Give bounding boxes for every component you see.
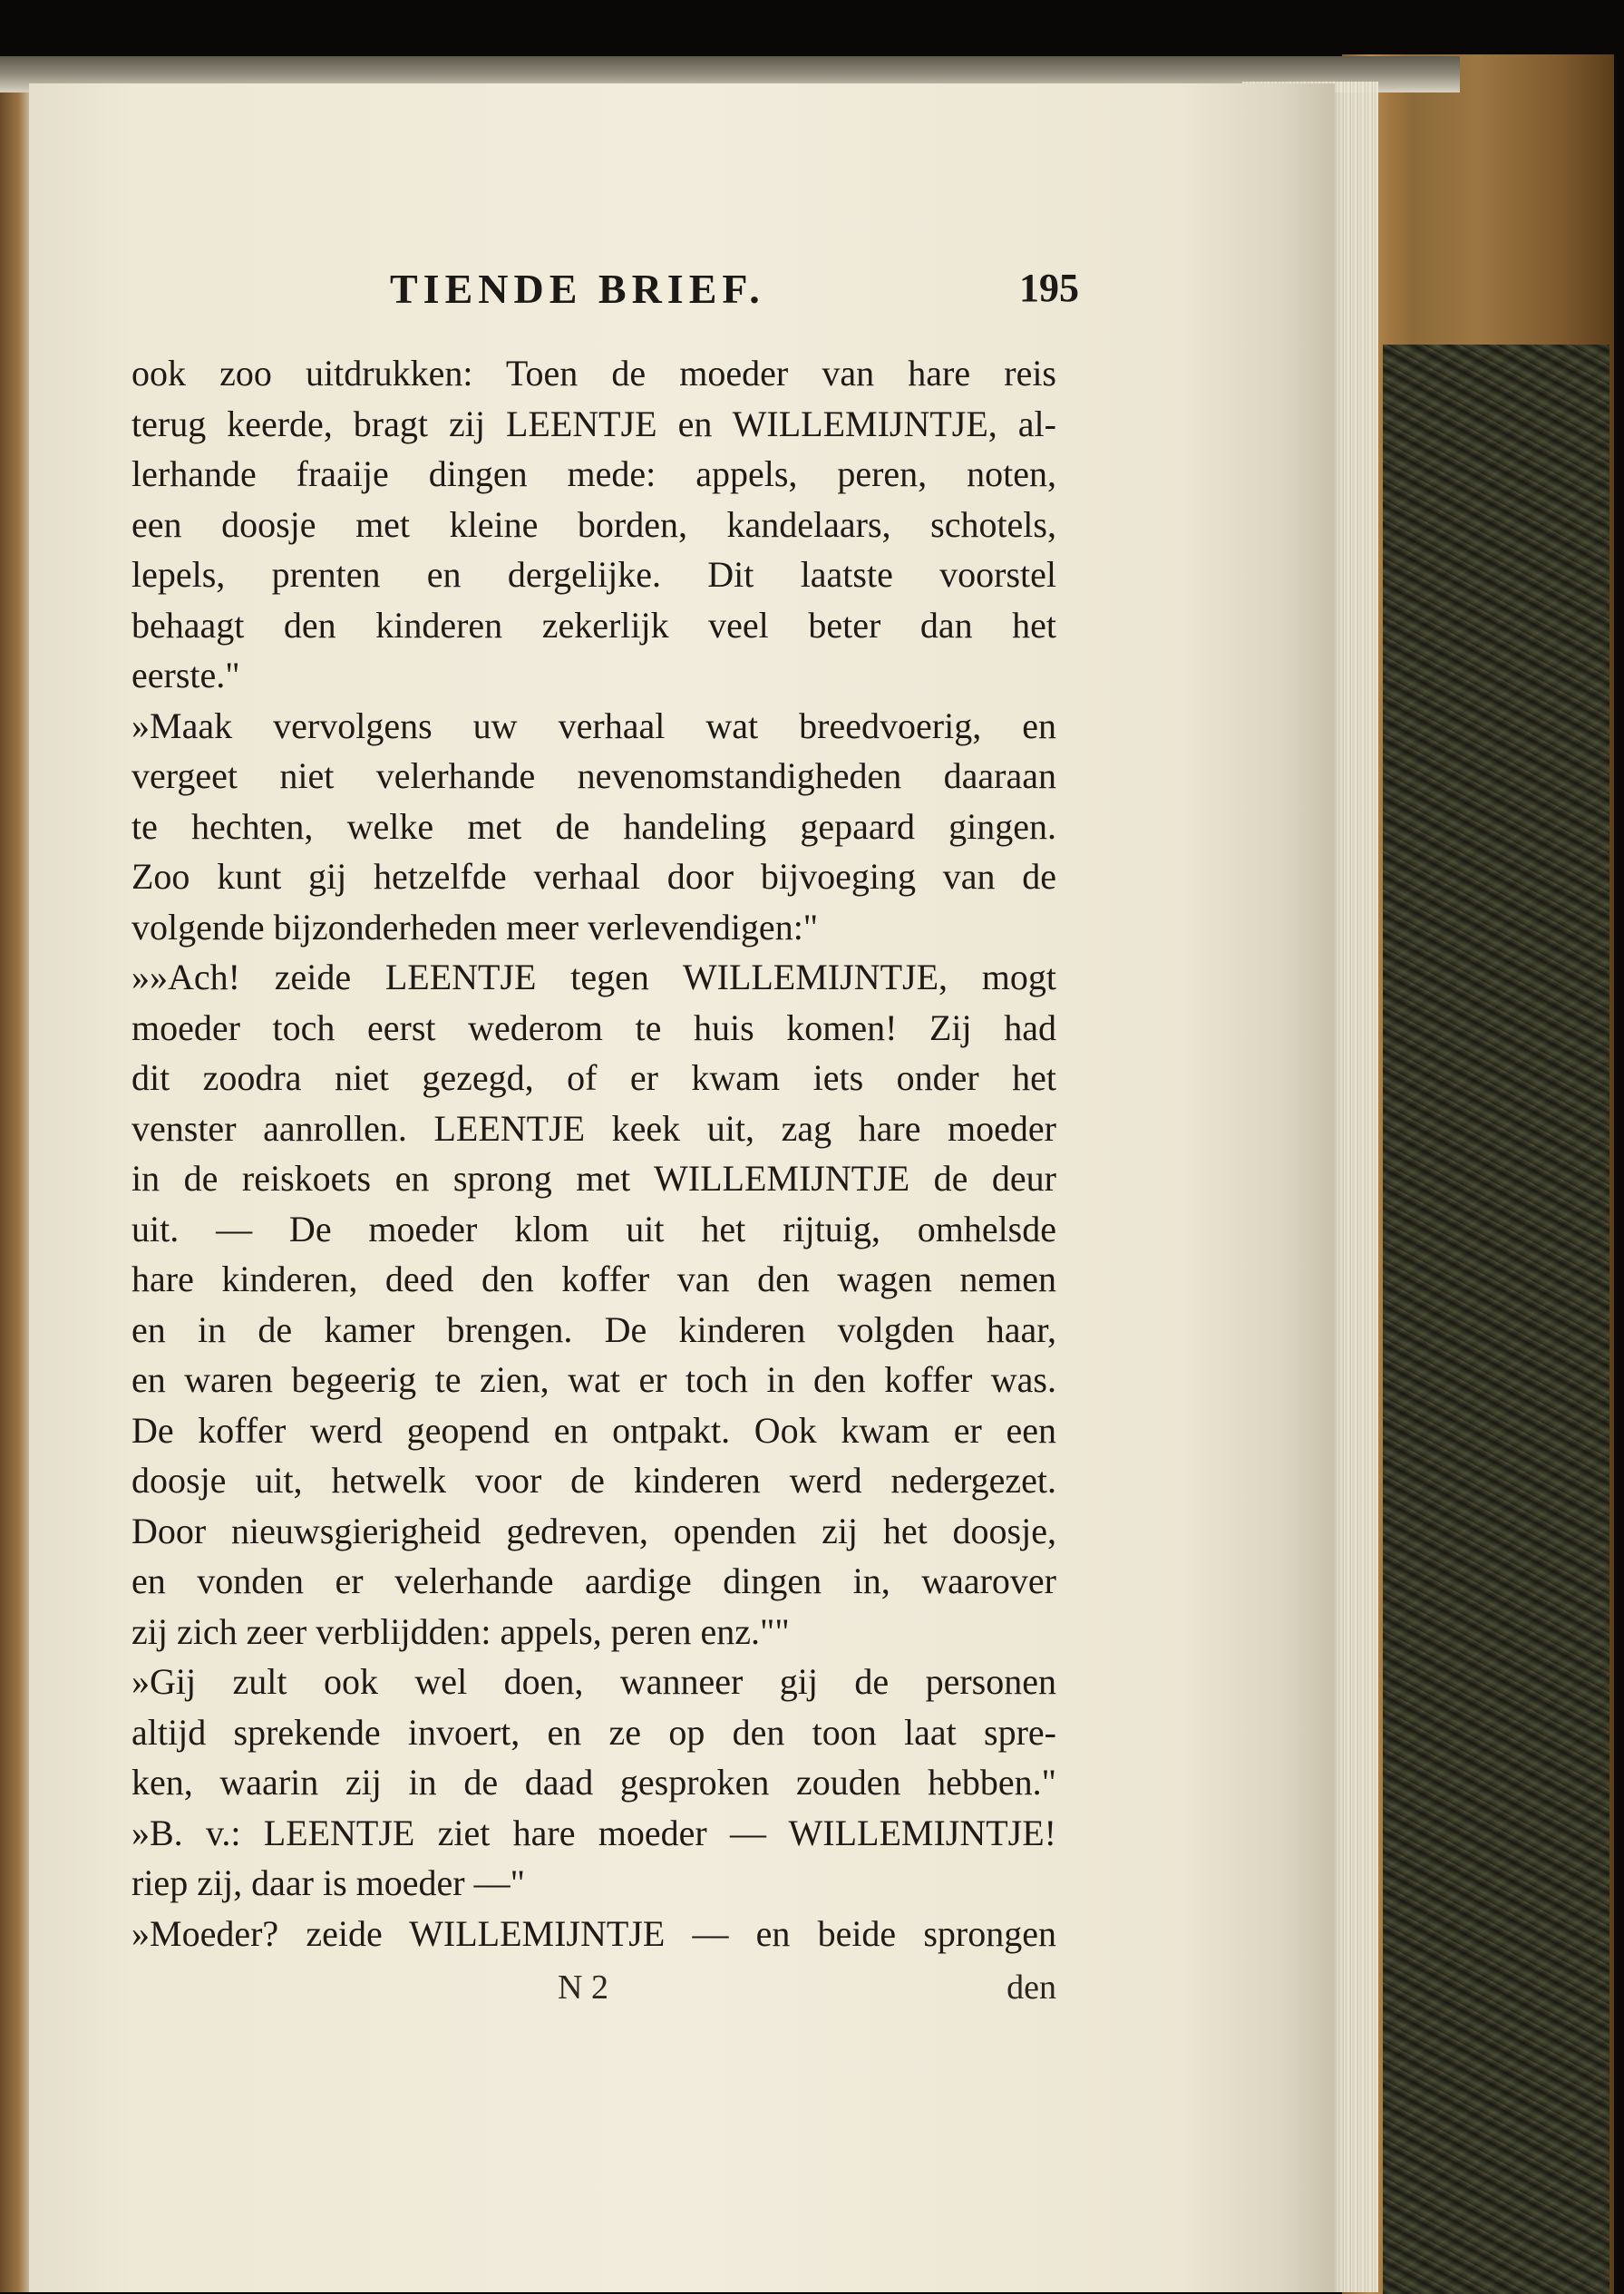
- text-line: riep zij, daar is moeder —": [131, 1862, 525, 1903]
- book-spine-edge: [0, 63, 31, 2292]
- text-line: »Maak vervolgens uw verhaal wat breedvoerig, en: [131, 705, 1056, 746]
- text-line: zij zich zeer verblijdden: appels, peren enz."": [131, 1610, 790, 1652]
- text-line: hare kinderen, deed den koffer van den wagen nemen: [131, 1259, 1056, 1299]
- text-line: een doosje met kleine borden, kandelaars, schotels,: [131, 503, 1056, 545]
- text-line: volgende bijzonderheden meer verlevendigen:": [131, 906, 819, 948]
- text-line: in de reiskoets en sprong met WILLEMIJNTJE de deur: [131, 1158, 1056, 1199]
- catchword: den: [1006, 1968, 1056, 2007]
- text-line: »B. v.: LEENTJE ziet hare moeder — WILLEMIJNTJE!: [131, 1812, 1056, 1853]
- text-line: lepels, prenten en dergelijke. Dit laatste voorstel: [131, 554, 1056, 595]
- text-line: te hechten, welke met de handeling gepaard gingen.: [131, 805, 1056, 847]
- text-line: altijd sprekende invoert, en ze op den toon laat spre-: [131, 1711, 1056, 1753]
- body-text: [131, 348, 1056, 1959]
- page-number: 195: [1019, 266, 1079, 310]
- text-line: »Moeder? zeide WILLEMIJNTJE — en beide sprongen: [131, 1912, 1056, 1954]
- running-head: TIENDE BRIEF.: [390, 266, 765, 312]
- signature-mark: N 2: [558, 1968, 608, 2007]
- text-line: en in de kamer brengen. De kinderen volgden haar,: [131, 1308, 1056, 1350]
- text-line: Zoo kunt gij hetzelfde verhaal door bijvoeging van de: [131, 856, 1056, 897]
- text-line: »»Ach! zeide LEENTJE tegen WILLEMIJNTJE, mogt: [131, 957, 1056, 997]
- text-line: ken, waarin zij in de daad gesproken zouden hebben.": [131, 1762, 1056, 1803]
- text-line: Door nieuwsgierigheid gedreven, openden zij het doosje,: [131, 1510, 1056, 1551]
- page-header: [390, 265, 1079, 319]
- text-line: doosje uit, hetwelk voor de kinderen werd nedergezet.: [131, 1460, 1056, 1501]
- text-line: behaagt den kinderen zekerlijk veel beter dan het: [131, 604, 1056, 646]
- text-line: ook zoo uitdrukken: Toen de moeder van hare reis: [131, 353, 1056, 394]
- text-line: vergeet niet velerhande nevenomstandigheden daaraan: [131, 755, 1056, 796]
- text-line: eerste.": [131, 655, 240, 695]
- text-line: en vonden er velerhande aardige dingen in, waarover: [131, 1560, 1056, 1601]
- text-line: »Gij zult ook wel doen, wanneer gij de personen: [131, 1661, 1056, 1702]
- text-line: uit. — De moeder klom uit het rijtuig, omhelsde: [131, 1208, 1056, 1249]
- text-line: De koffer werd geopend en ontpakt. Ook kwam er een: [131, 1409, 1056, 1451]
- text-line: venster aanrollen. LEENTJE keek uit, zag hare moeder: [131, 1107, 1056, 1149]
- page-footer: [131, 1968, 1056, 2018]
- text-line: lerhande fraaije dingen mede: appels, peren, noten,: [131, 453, 1056, 494]
- text-line: terug keerde, bragt zij LEENTJE en WILLEMIJNTJE, al-: [131, 403, 1056, 444]
- text-line: en waren begeerig te zien, wat er toch in den koffer was.: [131, 1359, 1056, 1400]
- text-line: moeder toch eerst wederom te huis komen! Zij had: [131, 1006, 1056, 1048]
- marbled-endpaper: [1383, 345, 1609, 2294]
- text-line: dit zoodra niet gezegd, of er kwam iets onder het: [131, 1057, 1056, 1098]
